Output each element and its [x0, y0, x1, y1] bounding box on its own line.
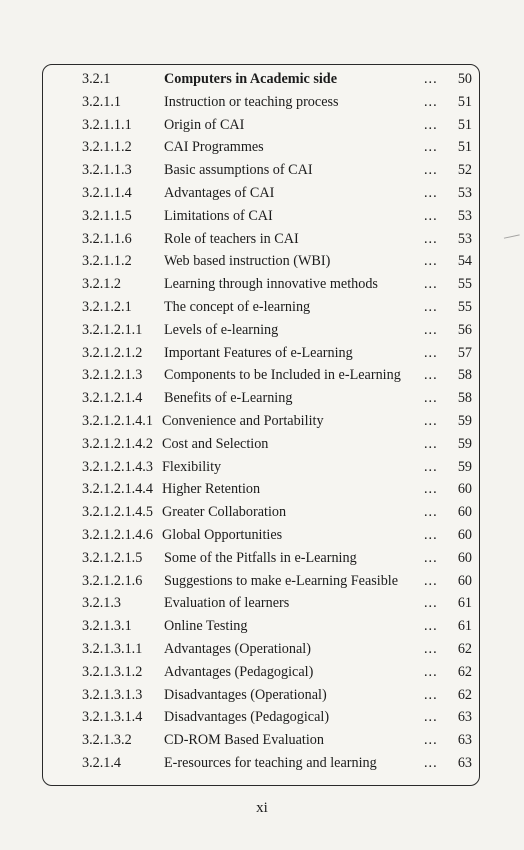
- toc-entry: [82, 661, 480, 684]
- toc-entry-title: Greater Collaboration: [162, 504, 287, 521]
- toc-entry-title: Components to be Included in e-Learning: [164, 367, 401, 384]
- toc-entry-leader: ...: [424, 549, 438, 566]
- toc-entry-title: E-resources for teaching and learning: [164, 754, 377, 771]
- toc-entry-leader: ...: [424, 139, 438, 156]
- toc-entry-title: Advantages (Pedagogical): [164, 663, 314, 680]
- toc-entry-leader: ...: [424, 504, 438, 521]
- toc-entry-title: Web based instruction (WBI): [164, 253, 331, 270]
- toc-entry: [82, 364, 480, 387]
- toc-entry-number: 3.2.1.3.1.3: [82, 686, 143, 703]
- toc-entry-number: 3.2.1.3.1.4: [82, 709, 143, 726]
- toc-entry-page: 59: [457, 458, 472, 475]
- toc-entry-number: 3.2.1.1.1: [82, 116, 132, 133]
- toc-entry: [82, 159, 480, 182]
- toc-entry-number: 3.2.1.2.1.3: [82, 367, 143, 384]
- toc-entry-title: Important Features of e-Learning: [164, 344, 353, 361]
- toc-entry-title: Some of the Pitfalls in e-Learning: [164, 549, 357, 566]
- toc-entry: [82, 706, 480, 729]
- toc-entry-page: 58: [457, 367, 472, 384]
- table-of-contents: [82, 68, 480, 775]
- toc-entry-title: Basic assumptions of CAI: [164, 162, 313, 179]
- toc-entry-title: Online Testing: [164, 618, 248, 635]
- toc-entry-title: Advantages of CAI: [164, 184, 275, 201]
- toc-entry: [82, 638, 480, 661]
- toc-entry-number: 3.2.1.2.1.2: [82, 344, 143, 361]
- toc-entry-number: 3.2.1.1.2: [82, 139, 132, 156]
- toc-entry: [82, 410, 480, 433]
- toc-entry-number: 3.2.1: [82, 71, 111, 87]
- toc-entry-page: 60: [457, 481, 472, 498]
- toc-entry-leader: ...: [424, 93, 438, 110]
- toc-entry-number: 3.2.1.1: [82, 93, 122, 110]
- toc-entry-page: 57: [457, 344, 472, 361]
- toc-entry-page: 62: [457, 640, 472, 657]
- toc-entry: [82, 478, 480, 501]
- toc-entry-title: Levels of e-learning: [164, 321, 279, 338]
- toc-entry-leader: ...: [424, 412, 438, 429]
- toc-entry-page: 62: [457, 663, 472, 680]
- toc-entry-page: 56: [457, 321, 472, 338]
- toc-entry-leader: ...: [424, 435, 438, 452]
- toc-entry-title: Origin of CAI: [164, 116, 245, 133]
- toc-entry: [82, 91, 480, 114]
- toc-entry: [82, 273, 480, 296]
- toc-entry: [82, 684, 480, 707]
- toc-entry: [82, 68, 480, 91]
- toc-entry-title: Disadvantages (Operational): [164, 686, 327, 703]
- toc-entry-leader: ...: [424, 344, 438, 361]
- toc-entry-title: Cost and Selection: [162, 435, 269, 452]
- toc-entry: [82, 296, 480, 319]
- toc-entry-leader: ...: [424, 754, 438, 771]
- toc-entry-number: 3.2.1.2.1.1: [82, 321, 143, 338]
- toc-entry-page: 51: [457, 93, 472, 110]
- toc-entry-page: 53: [457, 207, 472, 224]
- toc-entry-leader: ...: [424, 640, 438, 657]
- toc-entry-number: 3.2.1.3.1: [82, 618, 132, 635]
- toc-entry-number: 3.2.1.2.1.4: [82, 390, 143, 407]
- toc-entry-page: 59: [457, 435, 472, 452]
- toc-entry: [82, 547, 480, 570]
- toc-entry: [82, 182, 480, 205]
- page-number: xi: [256, 800, 268, 816]
- toc-entry-page: 50: [457, 71, 472, 87]
- toc-entry-page: 52: [457, 162, 472, 179]
- toc-entry-title: Role of teachers in CAI: [164, 230, 299, 247]
- toc-entry-title: The concept of e-learning: [164, 298, 311, 315]
- toc-entry-leader: ...: [424, 184, 438, 201]
- toc-entry-number: 3.2.1.3.2: [82, 732, 132, 749]
- toc-entry-number: 3.2.1.2.1.4.6: [82, 526, 153, 543]
- toc-entry: [82, 501, 480, 524]
- toc-entry-page: 62: [457, 686, 472, 703]
- toc-entry-number: 3.2.1.3.1.2: [82, 663, 143, 680]
- toc-entry-page: 51: [457, 116, 472, 133]
- toc-entry-number: 3.2.1.2.1.4.4: [82, 481, 153, 498]
- toc-entry-leader: ...: [424, 595, 438, 612]
- toc-entry-title: Learning through innovative methods: [164, 276, 378, 293]
- toc-entry-leader: ...: [424, 572, 438, 589]
- toc-entry-title: Benefits of e-Learning: [164, 390, 293, 407]
- toc-entry-title: Advantages (Operational): [164, 640, 311, 657]
- toc-entry-leader: ...: [424, 253, 438, 270]
- toc-entry-number: 3.2.1.2.1.4.3: [82, 458, 153, 475]
- toc-entry-number: 3.2.1.2: [82, 276, 122, 293]
- edge-mark: [504, 234, 520, 240]
- toc-entry-number: 3.2.1.2.1.4.5: [82, 504, 153, 521]
- toc-entry-leader: ...: [424, 162, 438, 179]
- toc-entry-title: Convenience and Portability: [162, 412, 324, 429]
- toc-entry-number: 3.2.1.4: [82, 754, 122, 771]
- toc-entry-leader: ...: [424, 481, 438, 498]
- toc-entry: [82, 592, 480, 615]
- toc-entry: [82, 114, 480, 137]
- toc-entry-leader: ...: [424, 458, 438, 475]
- toc-entry-title: Limitations of CAI: [164, 207, 273, 224]
- toc-entry-page: 53: [457, 230, 472, 247]
- toc-entry: [82, 387, 480, 410]
- toc-entry: [82, 456, 480, 479]
- toc-entry: [82, 250, 480, 273]
- toc-entry-number: 3.2.1.1.3: [82, 162, 132, 179]
- toc-entry-title: Disadvantages (Pedagogical): [164, 709, 330, 726]
- toc-entry-page: 51: [457, 139, 472, 156]
- toc-entry-title: Global Opportunities: [162, 526, 283, 543]
- toc-entry-leader: ...: [424, 709, 438, 726]
- toc-entry-title: CD-ROM Based Evaluation: [164, 732, 324, 749]
- toc-entry: [82, 729, 480, 752]
- toc-entry-title: Computers in Academic side: [164, 71, 337, 87]
- toc-entry-number: 3.2.1.1.2: [82, 253, 132, 270]
- toc-entry-leader: ...: [424, 230, 438, 247]
- toc-entry-title: Flexibility: [162, 458, 222, 475]
- toc-entry-title: CAI Programmes: [164, 139, 264, 156]
- toc-entry: [82, 433, 480, 456]
- toc-entry: [82, 524, 480, 547]
- toc-entry-leader: ...: [424, 367, 438, 384]
- toc-entry: [82, 319, 480, 342]
- toc-entry-leader: ...: [424, 663, 438, 680]
- toc-entry: [82, 615, 480, 638]
- toc-entry-page: 60: [457, 526, 472, 543]
- toc-entry-number: 3.2.1.1.5: [82, 207, 132, 224]
- toc-entry-number: 3.2.1.2.1: [82, 298, 132, 315]
- toc-entry-page: 55: [457, 276, 472, 293]
- toc-entry-number: 3.2.1.1.4: [82, 184, 132, 201]
- toc-entry-page: 60: [457, 549, 472, 566]
- toc-entry: [82, 342, 480, 365]
- toc-entry-number: 3.2.1.1.6: [82, 230, 132, 247]
- toc-entry: [82, 752, 480, 775]
- toc-entry-page: 60: [457, 504, 472, 521]
- toc-entry-number: 3.2.1.2.1.4.2: [82, 435, 153, 452]
- toc-entry-leader: ...: [424, 321, 438, 338]
- toc-entry: [82, 136, 480, 159]
- toc-entry-title: Evaluation of learners: [164, 595, 290, 612]
- toc-entry-number: 3.2.1.3: [82, 595, 122, 612]
- toc-entry-page: 61: [457, 618, 472, 635]
- toc-entry-leader: ...: [424, 71, 438, 87]
- toc-entry: [82, 570, 480, 593]
- toc-entry: [82, 228, 480, 251]
- toc-entry-leader: ...: [424, 276, 438, 293]
- toc-entry-leader: ...: [424, 116, 438, 133]
- toc-entry-number: 3.2.1.2.1.4.1: [82, 412, 153, 429]
- toc-entry-title: Suggestions to make e-Learning Feasible: [164, 572, 399, 589]
- toc-entry-page: 55: [457, 298, 472, 315]
- toc-entry-page: 63: [457, 732, 472, 749]
- toc-entry-leader: ...: [424, 686, 438, 703]
- toc-entry-page: 54: [457, 253, 472, 270]
- toc-entry-title: Higher Retention: [162, 481, 261, 498]
- toc-entry-page: 58: [457, 390, 472, 407]
- toc-entry-page: 59: [457, 412, 472, 429]
- toc-entry-number: 3.2.1.2.1.6: [82, 572, 143, 589]
- toc-entry-number: 3.2.1.3.1.1: [82, 640, 143, 657]
- toc-entry-number: 3.2.1.2.1.5: [82, 549, 143, 566]
- toc-entry: [82, 205, 480, 228]
- toc-entry-leader: ...: [424, 618, 438, 635]
- toc-entry-page: 53: [457, 184, 472, 201]
- toc-entry-page: 63: [457, 709, 472, 726]
- toc-entry-page: 60: [457, 572, 472, 589]
- toc-entry-leader: ...: [424, 207, 438, 224]
- toc-entry-title: Instruction or teaching process: [164, 93, 339, 110]
- toc-entry-page: 61: [457, 595, 472, 612]
- toc-entry-leader: ...: [424, 298, 438, 315]
- toc-entry-leader: ...: [424, 526, 438, 543]
- toc-entry-leader: ...: [424, 390, 438, 407]
- toc-entry-leader: ...: [424, 732, 438, 749]
- toc-entry-page: 63: [457, 754, 472, 771]
